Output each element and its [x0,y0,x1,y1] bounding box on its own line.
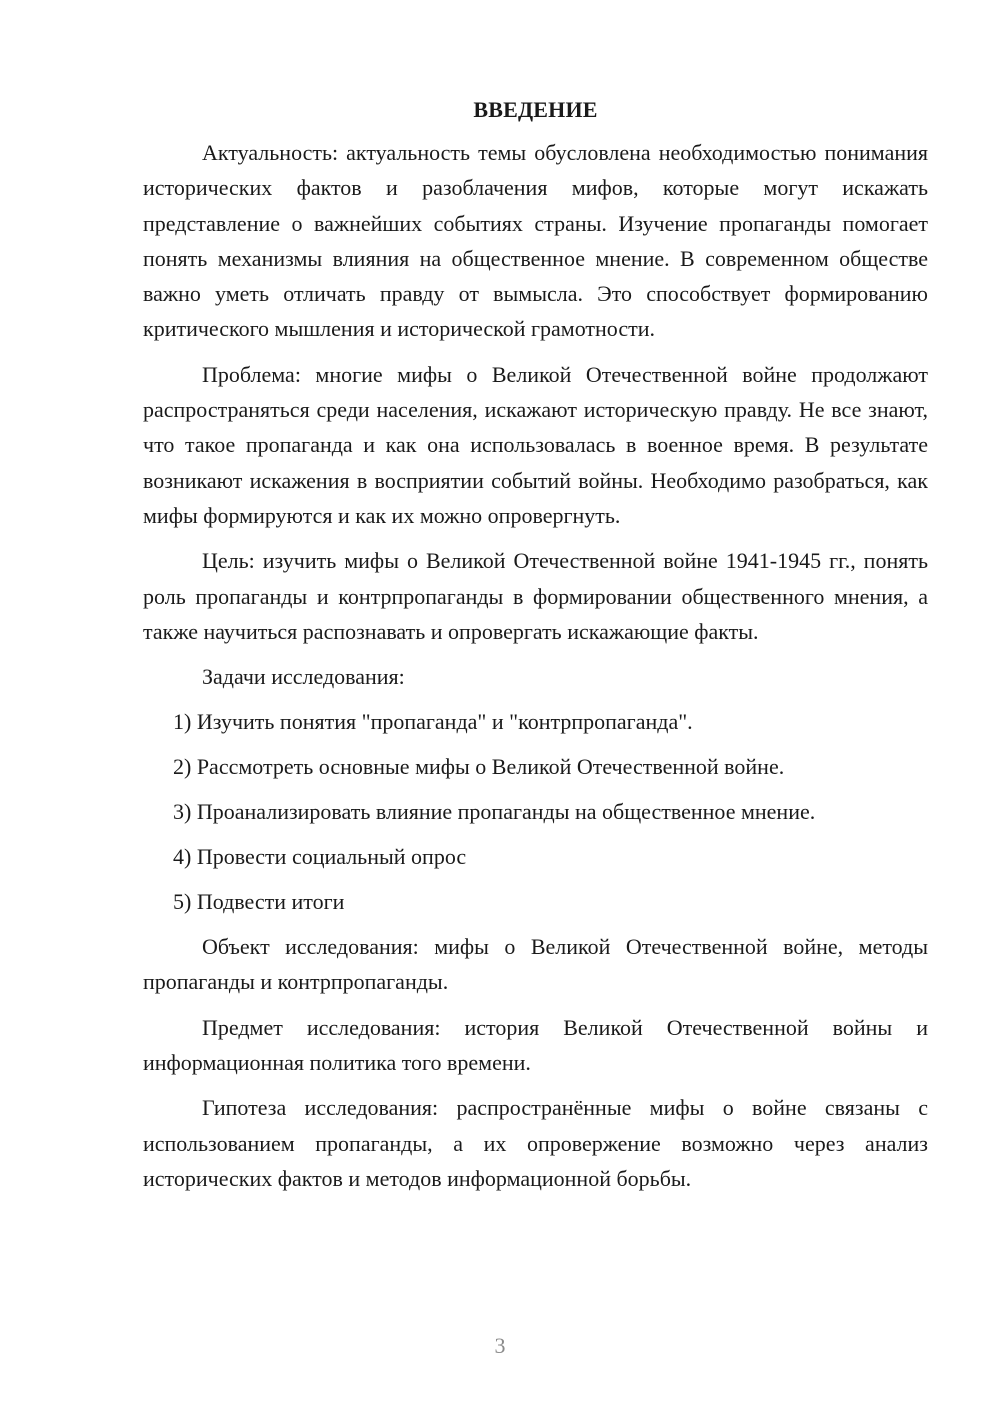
paragraph-relevance: Актуальность: актуальность темы обусловлена необходимостью понимания исторических фактов и разоблачения мифов, которые могут искажать представление о важнейших событиях страны. Изучение пропаганды помогает понять механизмы влияния на общественное мнение. В современном обществе важно уметь отличать правду от вымысла. Это способствует формированию критического мышления и исторической грамотности. [143,140,928,342]
tasks-title: Задачи исследования: [202,664,405,690]
page-number: 3 [494,1333,506,1358]
paragraph-problem: Проблема: многие мифы о Великой Отечественной войне продолжают распространяться среди населения, искажают историческую правду. Не все знают, что такое пропаганда и как она использовалась в военное время. В результате возникают искажения в восприятии событий войны. Необходимо разобраться, как мифы формируются и как их можно опровергнуть. [143,361,928,528]
paragraph-object: Объект исследования: мифы о Великой Отечественной войне, методы пропаганды и контрпропаганды. [143,934,928,995]
list-item: 3) Проанализировать влияние пропаганды на общественное мнение. [173,799,816,825]
paragraph-subject: Предмет исследования: история Великой Отечественной войны и информационная политика того времени. [143,1014,928,1076]
paragraph-goal: Цель: изучить мифы о Великой Отечественной войне 1941-1945 гг., понять роль пропаганды и контрпропаганды в формировании общественного мнения, а также научиться распознавать и опровергать искажающие факты. [143,548,928,644]
list-item: 5) Подвести итоги [173,889,345,915]
list-item: 1) Изучить понятия "пропаганда" и "контрпропаганда". [173,709,693,735]
list-item: 2) Рассмотреть основные мифы о Великой Отечественной войне. [173,754,785,780]
paragraph-hypothesis: Гипотеза исследования: распространённые мифы о войне связаны с использованием пропаганды, а их опровержение возможно через анализ исторических фактов и методов информационной борьбы. [143,1095,928,1191]
page-heading: ВВЕДЕНИЕ [473,97,598,122]
list-item: 4) Провести социальный опрос [173,844,467,870]
document-page [143,95,928,1206]
tasks-list [143,704,928,919]
